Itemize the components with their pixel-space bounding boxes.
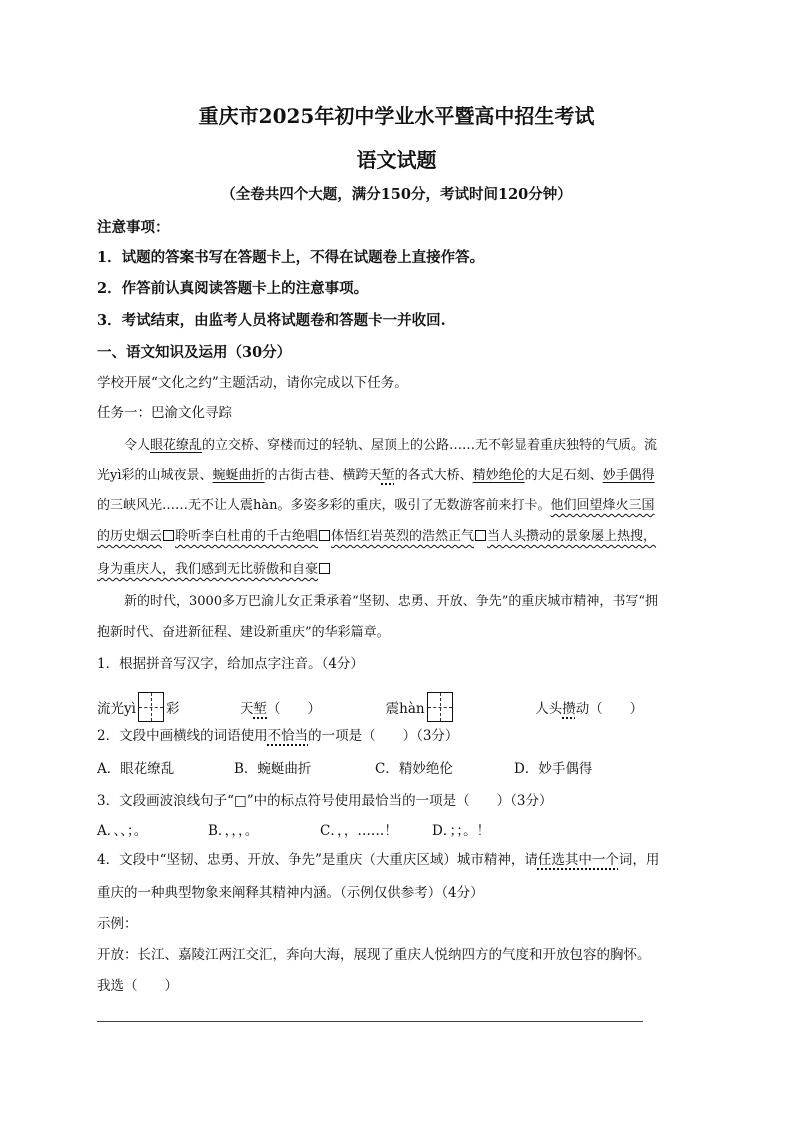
subject-title: 语文试题 <box>356 148 437 172</box>
q3-option-d[interactable]: D．；；。！ <box>432 823 491 839</box>
q4-stem-text: 4．文段中“坚韧、忠勇、开放、争先”是重庆（大重庆区域）城市精神，请 <box>97 852 538 868</box>
q1-item-4 <box>535 701 643 717</box>
passage-text: 的立交桥、穿楼而过的轻轨、屋顶上的公路……无不彰显着重庆独特的气质。流 <box>202 438 658 453</box>
q2-option-c[interactable]: C．精妙绝伦 <box>375 761 453 777</box>
punctuation-box-4 <box>319 563 330 574</box>
wavy-sentence-4: 体悟红岩英烈的浩然正气 <box>331 529 475 544</box>
passage-line-1 <box>124 437 657 455</box>
notice-item-1: 1．试题的答案书写在答题卡上，不得在试题卷上直接作答。 <box>97 249 485 266</box>
question-4-stem-line-2: 重庆的一种典型物象来阐释其精神内涵。（示例仅供参考）（4分） <box>97 885 484 901</box>
underlined-word-2: 蜿蜒曲折 <box>212 468 265 483</box>
punctuation-box-2 <box>319 530 330 541</box>
q1-item-1-text: 流光yì <box>97 701 136 717</box>
q2-option-a[interactable]: A．眼花缭乱 <box>97 761 175 777</box>
passage-text: 的三峡风光……无不让人震hàn。多姿多彩的重庆，吸引了无数游客前来打卡。 <box>97 498 551 513</box>
passage-line-7: 抱新时代、奋进新征程、建设新重庆”的华彩篇章。 <box>97 625 390 640</box>
q4-dotted-words: 任选其中一个 <box>537 852 619 868</box>
tianzige-box-1[interactable] <box>138 692 164 722</box>
question-1-items <box>97 692 643 722</box>
question-2-stem <box>97 727 458 745</box>
example-label: 示例： <box>97 916 138 932</box>
wavy-sentence-6: 身为重庆人，我们感到无比骄傲和自豪 <box>97 562 319 577</box>
q2-dotted-words: 不恰当 <box>267 728 309 744</box>
underlined-word-4: 妙手偶得 <box>602 468 655 483</box>
wavy-sentence-2: 的历史烟云 <box>97 529 163 544</box>
q1-item-2-blank[interactable]: （ ） <box>267 701 322 717</box>
tianzige-box-2[interactable] <box>427 692 453 722</box>
q1-item-1-text: 彩 <box>165 701 180 717</box>
question-1-stem: 1．根据拼音写汉字，给加点字注音。（4分） <box>97 656 364 672</box>
punctuation-box-1 <box>163 530 174 541</box>
my-choice-blank[interactable]: 我选（ ） <box>97 978 178 994</box>
passage-line-5 <box>97 561 331 579</box>
q4-stem-text: 词，用 <box>618 852 660 868</box>
q1-item-2-text: 天 <box>240 701 254 717</box>
underlined-word-3: 精妙绝伦 <box>472 468 525 483</box>
punctuation-box-3 <box>475 530 486 541</box>
q2-option-d[interactable]: D．妙手偶得 <box>514 761 593 777</box>
wavy-sentence-1: 他们回望烽火三国 <box>550 498 655 513</box>
passage-text: 的大足石刻、 <box>524 468 603 483</box>
dotted-char-qian: 堑 <box>253 701 268 717</box>
q1-item-4-blank[interactable]: 动（ ） <box>575 701 644 717</box>
answer-line[interactable] <box>97 1021 643 1022</box>
q1-item-1 <box>97 701 179 717</box>
exam-title: 重庆市2025年初中学业水平暨高中招生考试 <box>198 104 595 128</box>
q3-option-b[interactable]: B．，，，。 <box>208 823 259 839</box>
underlined-word-1: 眼花缭乱 <box>150 438 203 453</box>
section-heading: 一、语文知识及运用（30分） <box>97 344 292 361</box>
q1-item-2 <box>240 701 321 717</box>
q1-item-3 <box>386 701 455 717</box>
q1-item-3-text: 震hàn <box>385 701 425 717</box>
q2-stem-text: 的一项是（ ）（3分） <box>308 728 459 744</box>
passage-line-6: 新的时代，3000多万巴渝儿女正秉承着“坚韧、忠勇、开放、争先”的重庆城市精神，书写“拥 <box>124 594 659 609</box>
exam-info: （全卷共四个大题，满分150分，考试时间120分钟） <box>221 186 572 203</box>
question-3-stem: 3．文段画波浪线句子“□”中的标点符号使用最恰当的一项是（ ）（3分） <box>97 793 553 809</box>
passage-text: 光yì彩的山城夜景、 <box>97 468 213 483</box>
q2-option-b[interactable]: B．蜿蜒曲折 <box>234 761 312 777</box>
passage-text: 令人 <box>124 438 151 453</box>
passage-line-2 <box>97 467 655 485</box>
wavy-sentence-5: 当人头攒动的景象屡上热搜， <box>487 529 657 544</box>
q1-item-4-text: 人头 <box>535 701 563 717</box>
task-title: 任务一：巴渝文化寻踪 <box>97 405 232 421</box>
dotted-char-zan: 攒 <box>562 701 576 717</box>
passage-text: 的古街古巷、横跨天 <box>264 468 382 483</box>
q3-option-a[interactable]: A．、、；。 <box>97 823 148 839</box>
notice-heading: 注意事项： <box>97 219 170 236</box>
passage-text: 的各式大桥、 <box>394 468 473 483</box>
notice-item-3: 3．考试结束，由监考人员将试题卷和答题卡一并收回. <box>97 312 446 329</box>
q2-stem-text: 2．文段中画横线的词语使用 <box>97 728 268 744</box>
q3-option-c[interactable]: C．，，……！ <box>320 823 398 839</box>
dotted-char-qian: 堑 <box>381 468 395 483</box>
question-4-stem-line-1 <box>97 851 659 869</box>
wavy-sentence-3: 聆听李白杜甫的千古绝唱 <box>175 529 319 544</box>
example-text: 开放：长江、嘉陵江两江交汇，奔向大海，展现了重庆人悦纳四方的气度和开放包容的胸怀。 <box>97 947 651 963</box>
section-intro: 学校开展“文化之约”主题活动，请你完成以下任务。 <box>97 375 408 391</box>
passage-line-4 <box>97 528 656 546</box>
notice-item-2: 2．作答前认真阅读答题卡上的注意事项。 <box>97 280 369 297</box>
passage-line-3 <box>97 497 655 515</box>
